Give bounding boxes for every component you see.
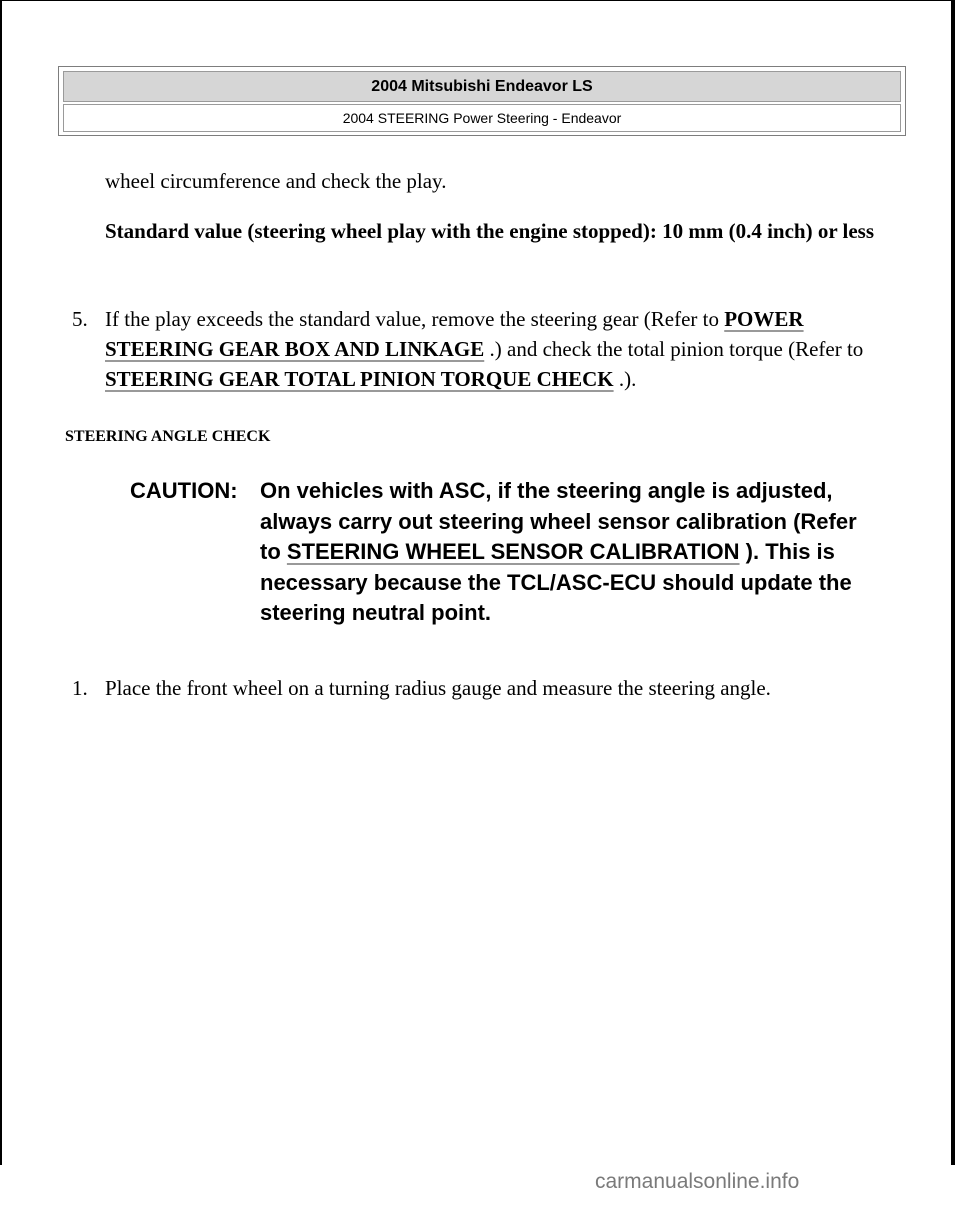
- step5-text-1: If the play exceeds the standard value, remove the steering gear (Refer to: [105, 307, 719, 331]
- section-heading: STEERING ANGLE CHECK: [65, 428, 271, 445]
- step1-text: Place the front wheel on a turning radius gauge and measure the steering angle.: [105, 676, 771, 700]
- page-border-right: [951, 0, 955, 1165]
- caution-text-1: On vehicles with ASC, if the steering angle is adjusted, always carry out steering wheel sensor calibration (Refer to: [260, 478, 857, 564]
- standard-value: Standard value (steering wheel play with the engine stopped): 10 mm (0.4 inch) or less: [105, 219, 875, 243]
- footer-watermark: carmanualsonline.info: [595, 1170, 800, 1193]
- caution-text-2: ). This is necessary because the TCL/ASC-ECU should update the steering neutral point.: [260, 539, 852, 625]
- caution-text: [260, 476, 860, 629]
- link-steering-wheel-sensor-calibration[interactable]: STEERING WHEEL SENSOR CALIBRATION: [286, 539, 740, 564]
- step5-text-3: .).: [618, 367, 637, 391]
- header-title: 2004 Mitsubishi Endeavor LS: [63, 71, 901, 102]
- link-power-steering-gear-box[interactable]: POWER STEERING GEAR BOX AND LINKAGE: [105, 307, 804, 361]
- step5-text-2: .) and check the total pinion torque (Refer to: [489, 337, 864, 361]
- header-subtitle: 2004 STEERING Power Steering - Endeavor: [63, 104, 901, 132]
- caution-label: CAUTION:: [130, 478, 238, 503]
- link-total-pinion-torque-check[interactable]: STEERING GEAR TOTAL PINION TORQUE CHECK: [105, 367, 614, 391]
- intro-text: wheel circumference and check the play.: [105, 169, 447, 193]
- step1-number: 1.: [72, 676, 88, 700]
- page-border-top: [0, 0, 955, 1]
- step5-paragraph: [105, 304, 895, 394]
- document-header: [58, 66, 906, 136]
- page-border-left: [0, 0, 2, 1165]
- step5-number: 5.: [72, 307, 88, 331]
